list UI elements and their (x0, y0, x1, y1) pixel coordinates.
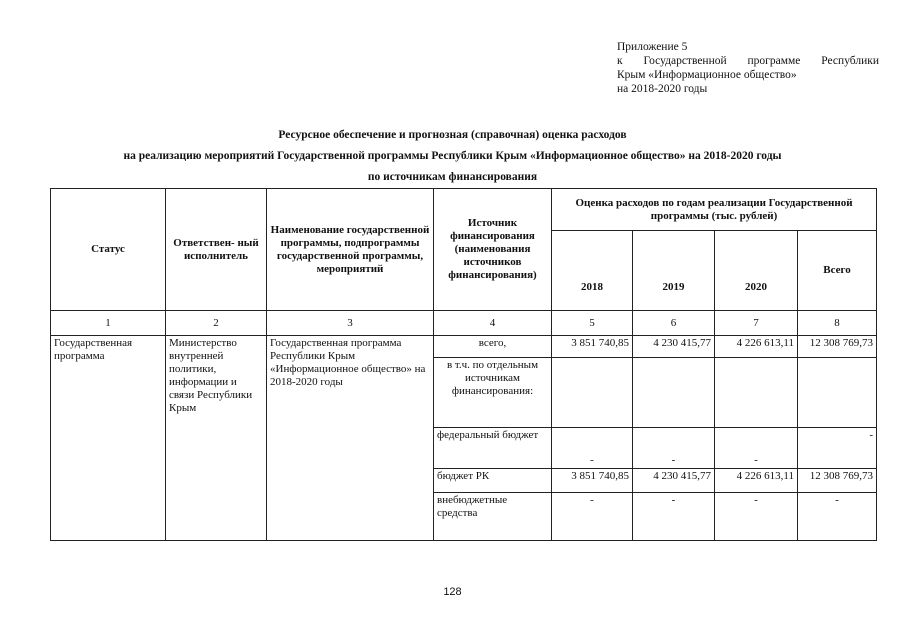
table-row (51, 336, 877, 358)
value-cell: 4 226 613,11 (715, 336, 798, 358)
value-cell: 4 230 415,77 (633, 336, 715, 358)
responsible-cell: Министерство внутренней политики, информации и связи Республики Крым (166, 336, 267, 541)
value-cell: - (798, 493, 877, 541)
header-year-2019: 2019 (633, 231, 715, 311)
appendix-note (617, 40, 879, 96)
header-responsible: Ответствен- ный исполнитель (166, 189, 267, 311)
value-cell (633, 358, 715, 428)
column-number: 4 (434, 311, 552, 336)
value-cell: - (552, 428, 633, 469)
value-cell: - (633, 428, 715, 469)
header-status: Статус (51, 189, 166, 311)
source-cell: внебюджетные средства (434, 493, 552, 541)
value-cell: 4 226 613,11 (715, 469, 798, 493)
source-cell: в т.ч. по отдельным источникам финансирования: (434, 358, 552, 428)
header-source: Источник финансирования (наименования источников финансирования) (434, 189, 552, 311)
value-cell (552, 358, 633, 428)
status-cell: Государственная программа (51, 336, 166, 541)
column-number: 7 (715, 311, 798, 336)
source-cell: бюджет РК (434, 469, 552, 493)
column-number: 3 (267, 311, 434, 336)
value-cell: 3 851 740,85 (552, 469, 633, 493)
value-cell: - (633, 493, 715, 541)
appendix-line: Приложение 5 (617, 41, 688, 53)
document-title-line2: на реализацию мероприятий Государственной программы Республики Крым «Информационное общество» на 2018-2020 годы (123, 150, 782, 162)
source-cell: всего, (434, 336, 552, 358)
value-cell: 12 308 769,73 (798, 469, 877, 493)
expenses-table (50, 188, 877, 541)
header-total: Всего (798, 231, 877, 311)
value-cell (798, 358, 877, 428)
appendix-line: к Государственной программе Республики (617, 55, 879, 67)
appendix-line: Крым «Информационное общество» (617, 69, 797, 81)
column-number: 2 (166, 311, 267, 336)
column-number: 8 (798, 311, 877, 336)
appendix-line: на 2018-2020 годы (617, 83, 708, 95)
header-estimate: Оценка расходов по годам реализации Государственной программы (тыс. рублей) (552, 189, 877, 231)
column-number: 5 (552, 311, 633, 336)
value-cell (715, 358, 798, 428)
value-cell: - (715, 428, 798, 469)
value-cell: 3 851 740,85 (552, 336, 633, 358)
value-cell: 4 230 415,77 (633, 469, 715, 493)
value-cell: - (715, 493, 798, 541)
document-title-line3: по источникам финансирования (367, 171, 538, 183)
header-program-name: Наименование государственной программы, подпрограммы государственной программы, мероприятий (267, 189, 434, 311)
header-year-2018: 2018 (552, 231, 633, 311)
source-cell: федеральный бюджет (434, 428, 552, 469)
value-cell: 12 308 769,73 (798, 336, 877, 358)
value-cell: - (552, 493, 633, 541)
column-number: 1 (51, 311, 166, 336)
header-year-2020: 2020 (715, 231, 798, 311)
value-cell: - (798, 428, 877, 469)
program-cell: Государственная программа Республики Крым «Информационное общество» на 2018-2020 годы (267, 336, 434, 541)
page-number: 128 (443, 586, 462, 598)
document-title-line1: Ресурсное обеспечение и прогнозная (справочная) оценка расходов (278, 129, 627, 141)
column-number: 6 (633, 311, 715, 336)
